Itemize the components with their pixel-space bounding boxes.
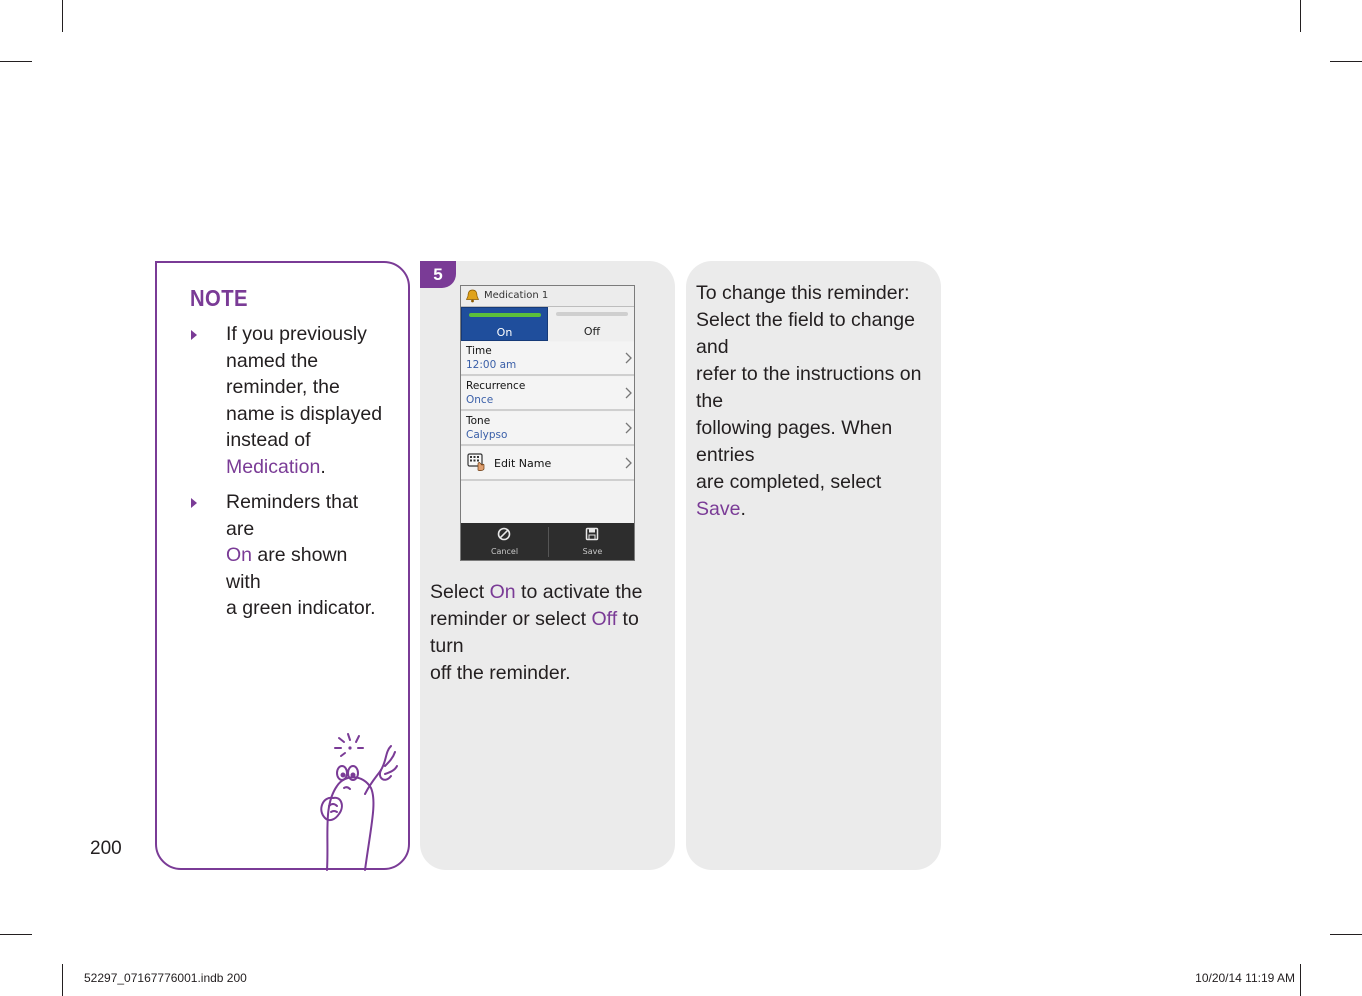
cartoon-figure-icon (315, 726, 407, 872)
info-text (696, 280, 936, 523)
crop-mark (1300, 0, 1301, 32)
instruction-line: off the reminder. (430, 662, 571, 684)
page-number: 200 (90, 838, 122, 859)
crop-mark (1330, 934, 1362, 935)
green-indicator (469, 313, 541, 317)
cancel-icon (497, 527, 511, 541)
step-panel (420, 261, 675, 870)
screen-header (461, 286, 634, 307)
note-title: NOTE (190, 285, 248, 311)
recurrence-row[interactable] (461, 377, 635, 411)
period: . (320, 455, 326, 478)
bullet-arrow-icon (191, 330, 197, 340)
cancel-button[interactable] (461, 523, 548, 560)
screen-title: Medication 1 (484, 290, 549, 301)
crop-mark (0, 61, 32, 62)
save-button[interactable] (549, 523, 635, 560)
crop-mark (1330, 61, 1362, 62)
step-instruction (430, 579, 670, 687)
note-text-line: Reminders that are (226, 491, 359, 540)
on-toggle-button[interactable] (461, 307, 548, 341)
row-label: Tone (466, 415, 491, 427)
on-label: On (496, 326, 513, 339)
instruction-line (430, 606, 670, 660)
text-fragment: to activate the (515, 581, 643, 603)
save-label: Save (582, 547, 603, 556)
screen-footer (461, 523, 634, 560)
print-slug-file: 52297_07167776001.indb 200 (84, 971, 247, 985)
medication-term: Medication (226, 455, 321, 478)
note-text-line: instead of (226, 429, 311, 451)
bullet-arrow-icon (191, 498, 197, 508)
note-text-line: reminder, the (226, 376, 340, 398)
cancel-label: Cancel (490, 547, 519, 556)
info-line: To change this reminder: (696, 282, 910, 304)
save-term: Save (696, 498, 741, 520)
note-text-line: name is displayed (226, 402, 383, 425)
info-line: Select the field to change and (696, 309, 915, 358)
keyboard-icon (467, 452, 487, 472)
row-value: Calypso (466, 429, 508, 441)
note-text-line: named the (226, 349, 319, 372)
chevron-right-icon (625, 422, 632, 434)
off-term: Off (591, 608, 618, 630)
off-toggle-button[interactable] (548, 307, 635, 341)
chevron-right-icon (625, 352, 632, 364)
device-screenshot (460, 285, 635, 561)
edit-name-row[interactable] (461, 447, 635, 481)
time-row[interactable] (461, 342, 635, 376)
info-panel (686, 261, 941, 870)
note-text-line (226, 454, 386, 481)
row-label: Recurrence (466, 380, 526, 392)
crop-mark (62, 964, 63, 996)
row-value: Once (466, 394, 494, 406)
crop-mark (0, 934, 32, 935)
info-line: following pages. When entries (696, 417, 893, 466)
row-value: 12:00 am (466, 359, 517, 371)
note-box (155, 261, 410, 870)
note-text-line: If you previously (226, 323, 367, 345)
save-disk-icon (585, 527, 599, 541)
chevron-right-icon (625, 387, 632, 399)
crop-mark (62, 0, 63, 32)
chevron-right-icon (625, 457, 632, 469)
edit-name-label: Edit Name (494, 457, 552, 470)
text-fragment: reminder or select (430, 608, 592, 630)
tone-row[interactable] (461, 412, 635, 446)
step-number-badge: 5 (420, 261, 456, 288)
info-line (696, 469, 936, 523)
text-fragment: to turn (430, 608, 639, 657)
print-slug-date: 10/20/14 11:19 AM (1195, 971, 1295, 985)
note-text-line (226, 542, 386, 595)
text-fragment: Select (430, 581, 490, 603)
off-label: Off (583, 325, 601, 338)
bell-icon (465, 289, 480, 303)
row-label: Time (466, 345, 492, 357)
instruction-line (430, 579, 670, 606)
crop-mark (1300, 964, 1301, 996)
text-fragment: are completed, select (696, 471, 882, 493)
note-text-fragment: are shown with (226, 544, 348, 593)
info-line: refer to the instructions on the (696, 363, 922, 412)
on-term: On (226, 544, 253, 566)
note-text-line: a green indicator. (226, 597, 376, 619)
gray-indicator (556, 312, 628, 316)
on-term: On (489, 581, 516, 603)
period: . (740, 498, 746, 520)
